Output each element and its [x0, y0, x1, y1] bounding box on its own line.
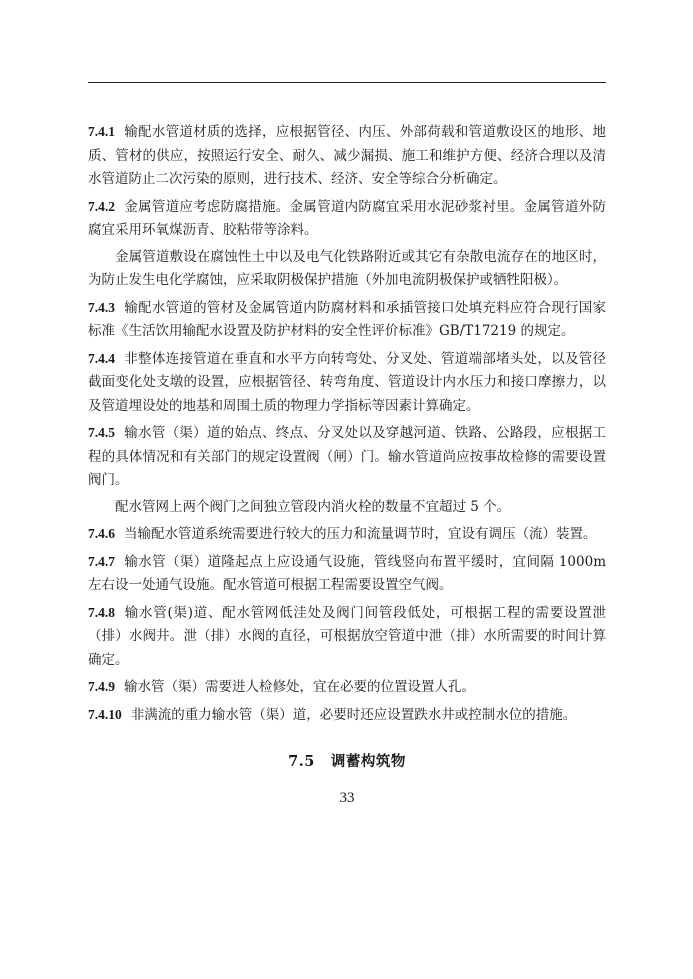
clause-7-4-3 — [88, 296, 606, 344]
clause-text: 金属管道应考虑防腐措施。金属管道内防腐宜采用水泥砂浆衬里。金属管道外防腐宜采用环氧煤沥青、胶粘带等涂料。 — [88, 198, 606, 238]
clause-number: 7.4.7 — [88, 553, 115, 569]
clause-7-4-10 — [88, 703, 606, 728]
clause-7-4-2-continued — [88, 246, 606, 293]
clause-text: 输水管(渠)道、配水管网低洼处及阀门间管段低处，可根据工程的需要设置泄（排）水阀井。泄（排）水阀的直径，可根据放空管道中泄（排）水所需要的时间计算确定。 — [88, 604, 606, 668]
clause-number: 7.4.9 — [88, 679, 115, 694]
clause-text: 输配水管道的管材及金属管道内防腐材料和承插管接口处填充料应符合现行国家标准《生活饮用输配水设置及防护材料的安全性评价标准》GB/T17219 的规定。 — [88, 299, 606, 339]
clause-7-4-1 — [88, 120, 606, 192]
section-number: 7.5 — [288, 753, 315, 770]
section-heading — [88, 750, 606, 771]
clause-text: 非满流的重力输水管（渠）道，必要时还应设置跌水井或控制水位的措施。 — [130, 706, 577, 723]
clause-number: 7.4.8 — [88, 604, 115, 620]
clause-7-4-8 — [88, 601, 606, 673]
page-number: 33 — [339, 790, 355, 806]
clause-text: 非整体连接管道在垂直和水平方向转弯处、分叉处、管道端部堵头处，以及管径截面变化处支墩的设置，应根据管径、转弯角度、管道设计内水压力和接口摩擦力，以及管道埋设处的地基和周围土质的物理力学指标等因素计算确定。 — [88, 350, 606, 414]
clause-number: 7.4.3 — [88, 299, 115, 315]
header-rule — [88, 82, 606, 83]
clause-7-4-6 — [88, 522, 606, 547]
clause-7-4-9 — [88, 675, 606, 700]
clause-number: 7.4.6 — [88, 526, 115, 541]
clause-number: 7.4.10 — [88, 706, 122, 722]
clause-text: 输水管（渠）需要进人检修处，宜在必要的位置设置人孔。 — [124, 679, 475, 695]
body-text — [88, 120, 606, 730]
clause-7-4-4 — [88, 347, 606, 419]
clause-text: 配水管网上两个阀门之间独立管段内消火栓的数量不宜超过 5 个。 — [115, 498, 511, 515]
clause-7-4-2 — [88, 195, 606, 243]
clause-text: 输配水管道材质的选择，应根据管径、内压、外部荷载和管道敷设区的地形、地质、管材的供应，按照运行安全、耐久、减少漏损、施工和维护方便、经济合理以及清水管道防止二次污染的原则，进行技术、经济、安全等综合分析确定。 — [88, 124, 606, 187]
clause-text: 当输配水管道系统需要进行较大的压力和流量调节时，宜设有调压（流）装置。 — [124, 526, 597, 542]
clause-text: 金属管道敷设在腐蚀性土中以及电气化铁路附近或其它有杂散电流存在的地区时，为防止发生电化学腐蚀，应采取阴极保护措施（外加电流阴极保护或牺牲阳极）。 — [88, 248, 606, 288]
clause-number: 7.4.1 — [88, 124, 115, 139]
clause-number: 7.4.4 — [88, 350, 115, 366]
clause-7-4-7 — [88, 550, 606, 598]
clause-text: 输水管（渠）道的始点、终点、分叉处以及穿越河道、铁路、公路段，应根据工程的具体情况和有关部门的规定设置阀（闸）门。输水管道尚应按事故检修的需要设置阀门。 — [88, 425, 606, 488]
clause-7-4-5 — [88, 421, 606, 493]
section-title: 调蓄构筑物 — [330, 753, 406, 770]
clause-7-4-5-continued — [88, 496, 606, 520]
clause-text: 输水管（渠）道隆起点上应设通气设施，管线竖向布置平缓时，宜间隔 1000m 左右设一处通气设施。配水管道可根据工程需要设置空气阀。 — [88, 553, 606, 593]
clause-number: 7.4.5 — [88, 425, 115, 440]
clause-number: 7.4.2 — [88, 198, 115, 214]
